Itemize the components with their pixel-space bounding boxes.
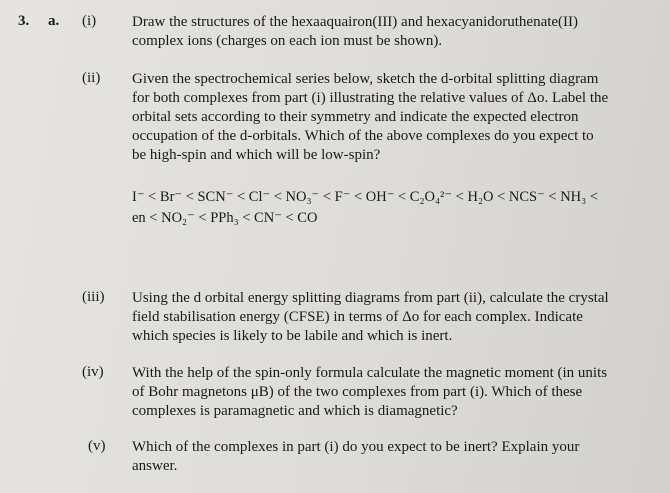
item-iii-text: Using the d orbital energy splitting diagrams from part (ii), calculate the crystal field stabilisation energy (CFSE) in terms of Δo for each complex. Indicate which species is likely to be labile and which is inert. [132,290,609,344]
item-v-label: (v) [88,438,106,454]
item-v-text: Which of the complexes in part (i) do you expect to be inert? Explain your answer. [132,439,580,474]
item-i-text: Draw the structures of the hexaaquairon(III) and hexacyanidoruthenate(II) complex ions (charges on each ion must be shown). [132,14,579,49]
item-iv-text: With the help of the spin-only formula calculate the magnetic moment (in units of Bohr magnetons μB) of the two complexes from part (i). Which of these complexes is paramagnetic and which is diamagnetic? [132,365,608,419]
item-ii-text: Given the spectrochemical series below, sketch the d-orbital splitting diagram for both complexes from part (i) illustrating the relative values of Δo. Label the orbital sets according to their symmetry and indicate the expected electron occupation of the d-orbitals. Which of the above complexes do you expect to be high-spin and which will be low-spin? [132,71,609,163]
item-iii-label: (iii) [82,289,105,305]
question-part: a. [48,13,60,29]
item-ii-label: (ii) [82,70,101,86]
question-number: 3. [18,13,30,29]
spectrochemical-series-line-1: I⁻ < Br⁻ < SCN⁻ < Cl⁻ < NO₃⁻ < F⁻ < OH⁻ < C₂O₄²⁻ < H₂O < NCS⁻ < NH₃ < [132,189,599,205]
spectrochemical-series-line-2: en < NO₂⁻ < PPh₃ < CN⁻ < CO [132,210,318,226]
item-i-label: (i) [82,13,97,29]
item-iv-label: (iv) [82,364,104,380]
